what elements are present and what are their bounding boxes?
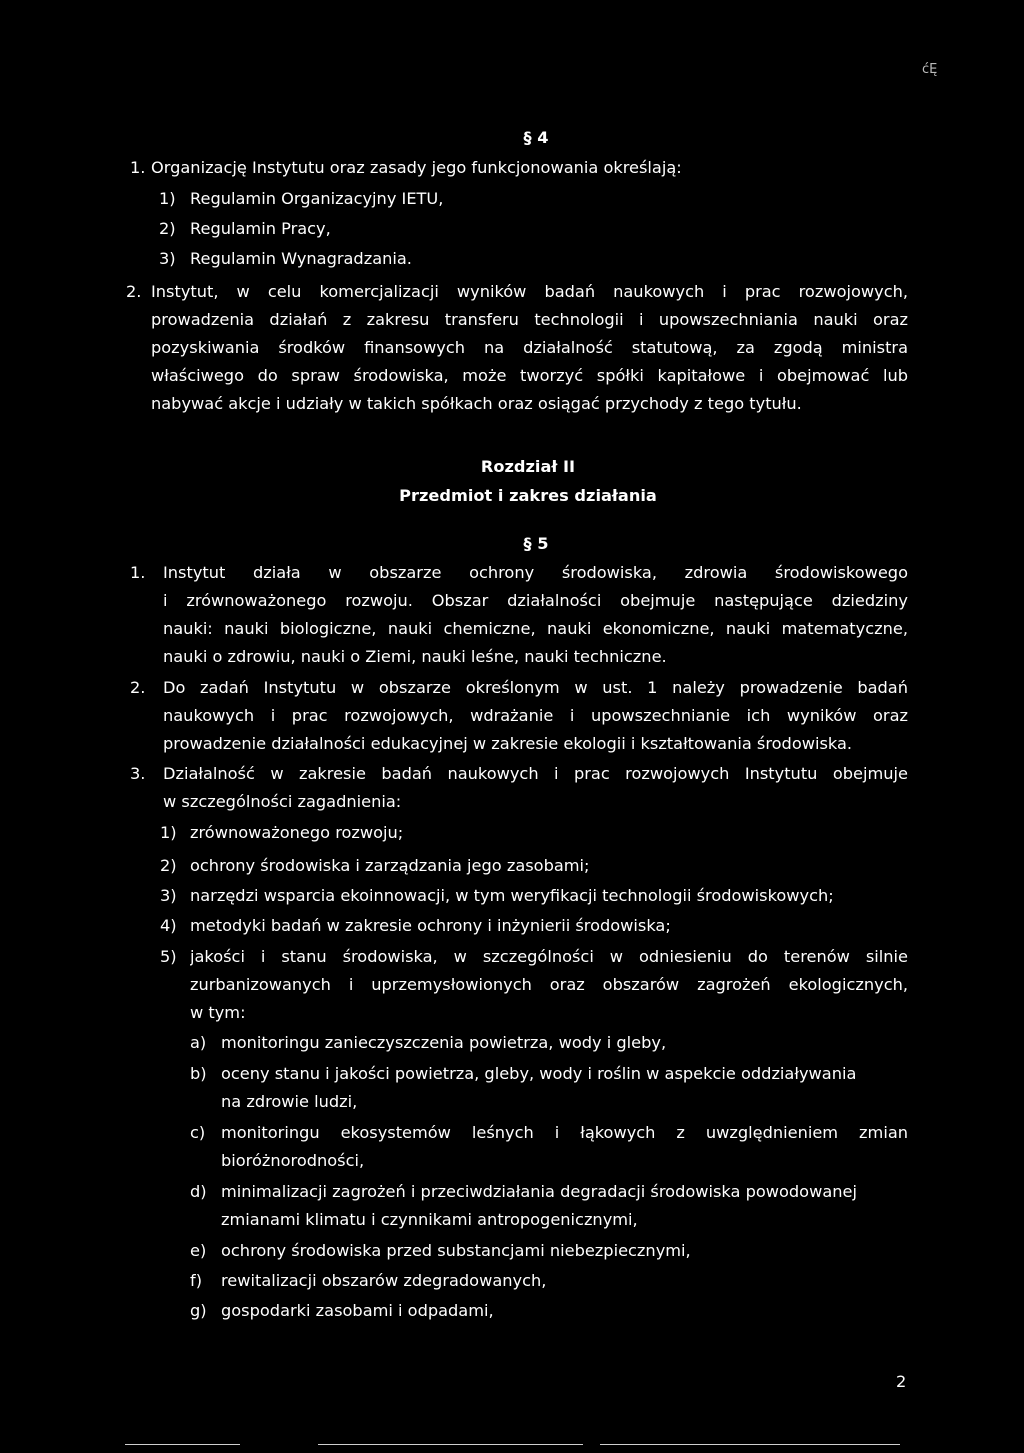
- s5-subitem-text: monitoringu ekosystemów leśnych i łąkowych z uwzględnieniem zmian: [221, 1123, 908, 1142]
- s5-subitem-text: gospodarki zasobami i odpadami,: [221, 1301, 494, 1320]
- s4-p1-text: Organizację Instytutu oraz zasady jego funkcjonowania określają:: [151, 158, 682, 177]
- s4-item-number: 2): [159, 219, 176, 238]
- scan-bottom-rule: [600, 1444, 900, 1445]
- s5-p2-line: Do zadań Instytutu w obszarze określonym w ust. 1 należy prowadzenie badań: [163, 678, 908, 697]
- s5-subitem-letter: e): [190, 1241, 207, 1260]
- s5-item-text: zurbanizowanych i uprzemysłowionych oraz obszarów zagrożeń ekologicznych,: [190, 975, 908, 994]
- s4-item-number: 3): [159, 249, 176, 268]
- chapter-title: Rozdział II: [480, 457, 576, 476]
- s5-p1-line: nauki o zdrowiu, nauki o Ziemi, nauki leśne, nauki techniczne.: [163, 647, 667, 666]
- s4-p2-line: pozyskiwania środków finansowych na działalność statutową, za zgodą ministra: [151, 338, 908, 357]
- s4-item-text: Regulamin Pracy,: [190, 219, 331, 238]
- s5-subitem-text: rewitalizacji obszarów zdegradowanych,: [221, 1271, 547, 1290]
- scan-bottom-rule: [125, 1444, 240, 1445]
- s4-p2-line: Instytut, w celu komercjalizacji wyników badań naukowych i prac rozwojowych,: [151, 282, 908, 301]
- s4-item-text: Regulamin Wynagradzania.: [190, 249, 412, 268]
- s5-subitem-text: zmianami klimatu i czynnikami antropogenicznymi,: [221, 1210, 638, 1229]
- s5-subitem-text: monitoringu zanieczyszczenia powietrza, wody i gleby,: [221, 1033, 667, 1052]
- section-4-heading: § 4: [523, 128, 549, 147]
- s5-item-number: 5): [160, 947, 177, 966]
- page-number: 2: [896, 1372, 907, 1391]
- s5-subitem-letter: d): [190, 1182, 207, 1201]
- s5-item-text: zrównoważonego rozwoju;: [190, 823, 404, 842]
- s5-item-text: metodyki badań w zakresie ochrony i inżynierii środowiska;: [190, 916, 671, 935]
- s5-subitem-letter: f): [190, 1271, 203, 1290]
- s5-subitem-text: ochrony środowiska przed substancjami niebezpiecznymi,: [221, 1241, 691, 1260]
- s5-item-text: narzędzi wsparcia ekoinnowacji, w tym weryfikacji technologii środowiskowych;: [190, 886, 834, 905]
- s4-item-number: 1): [159, 189, 176, 208]
- chapter-subtitle: Przedmiot i zakres działania: [399, 486, 657, 505]
- s4-p1-number: 1.: [130, 158, 146, 177]
- s5-item-number: 4): [160, 916, 177, 935]
- s5-p2-line: naukowych i prac rozwojowych, wdrażanie i upowszechnianie ich wyników oraz: [163, 706, 908, 725]
- s5-subitem-letter: g): [190, 1301, 207, 1320]
- s5-p1-line: nauki: nauki biologiczne, nauki chemiczne, nauki ekonomiczne, nauki matematyczne,: [163, 619, 908, 638]
- corner-scan-mark: ćĘ: [922, 62, 938, 77]
- s5-item-number: 2): [160, 856, 177, 875]
- s5-subitem-letter: c): [190, 1123, 206, 1142]
- section-5-heading: § 5: [523, 534, 549, 553]
- s5-item-text: jakości i stanu środowiska, w szczególności w odniesieniu do terenów silnie: [190, 947, 908, 966]
- s5-subitem-letter: a): [190, 1033, 207, 1052]
- s5-p1-number: 1.: [130, 563, 146, 582]
- s5-p1-line: Instytut działa w obszarze ochrony środowiska, zdrowia środowiskowego: [163, 563, 908, 582]
- scan-bottom-rule: [318, 1444, 583, 1445]
- s5-p3-line: Działalność w zakresie badań naukowych i prac rozwojowych Instytutu obejmuje: [163, 764, 908, 783]
- s5-item-text: ochrony środowiska i zarządzania jego zasobami;: [190, 856, 590, 875]
- s4-p2-line: właściwego do spraw środowiska, może tworzyć spółki kapitałowe i obejmować lub: [151, 366, 908, 385]
- s5-item-number: 3): [160, 886, 177, 905]
- s5-p3-line: w szczególności zagadnienia:: [163, 792, 402, 811]
- s5-p1-line: i zrównoważonego rozwoju. Obszar działalności obejmuje następujące dziedziny: [163, 591, 908, 610]
- s5-subitem-text: minimalizacji zagrożeń i przeciwdziałania degradacji środowiska powodowanej: [221, 1182, 857, 1201]
- s4-p2-line: nabywać akcje i udziały w takich spółkach oraz osiągać przychody z tego tytułu.: [151, 394, 802, 413]
- s5-p3-number: 3.: [130, 764, 146, 783]
- s4-item-text: Regulamin Organizacyjny IETU,: [190, 189, 444, 208]
- s5-subitem-text: na zdrowie ludzi,: [221, 1092, 358, 1111]
- s5-item-number: 1): [160, 823, 177, 842]
- s5-subitem-letter: b): [190, 1064, 207, 1083]
- s5-item-text: w tym:: [190, 1003, 246, 1022]
- s4-p2-number: 2.: [126, 282, 142, 301]
- s5-p2-number: 2.: [130, 678, 146, 697]
- s5-subitem-text: oceny stanu i jakości powietrza, gleby, wody i roślin w aspekcie oddziaływania: [221, 1064, 857, 1083]
- s5-subitem-text: bioróżnorodności,: [221, 1151, 365, 1170]
- s5-p2-line: prowadzenie działalności edukacyjnej w zakresie ekologii i kształtowania środowiska.: [163, 734, 853, 753]
- s4-p2-line: prowadzenia działań z zakresu transferu technologii i upowszechniania nauki oraz: [151, 310, 908, 329]
